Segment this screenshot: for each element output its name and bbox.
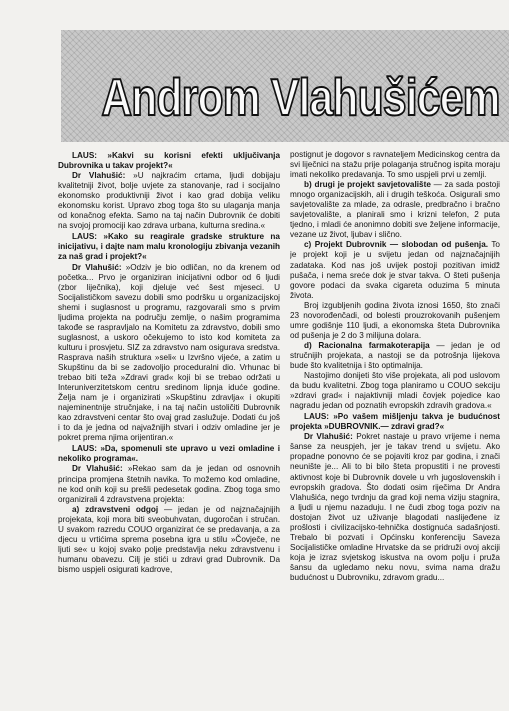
interview-answer <box>290 371 500 411</box>
interview-answer <box>58 464 280 504</box>
paragraph-text: — za sada postoji mnogo organizacijskih, ali i drugih teškoća. Osigurali smo savjetovalište za mlade, za odrasle, predbračno i bračno savjetovalište, a planirali smo i krizni telefon, 2 puta tjedno, i mladi će anonimno dobiti sve željene informacije, vezane uz život, ljubav i slično. <box>290 180 500 240</box>
paragraph-text: postignut je dogovor s ravnateljem Medicinskog centra da svi liječnici na stažu prije polaganja stručnog ispita moraju imati nekoliko predavanja. To smo uspjeli prvi u zemlji. <box>290 150 500 180</box>
interview-question: LAUS: »Kakvi su korisni efekti uključivanja Dubrovnika u takav projekt?« <box>58 151 280 171</box>
speaker-name: Dr Vlahušić: <box>72 464 123 474</box>
speaker-name: Dr Vlahušić: <box>304 432 353 442</box>
project-item <box>58 505 280 575</box>
item-lead: a) zdravstveni odgoj <box>72 504 159 514</box>
paragraph-text: — jedan je od najznačajnijih projekata, koji mora biti sveobuhvatan, dugoročan i stručan. U svakom razredu COUO organizirat će se predavanja, a za djecu u vrtićima sprema posebna igra u stilu »Čovječe, ne ljuti se« u kojoj svako polje predstavlja neku zdravstvenu i humanu obavezu. Cilj je stići u zdravi grad Dubrovnik. Da bismo uspjeli osigurati kadrove, <box>58 504 280 574</box>
interview-question: LAUS: »Da, spomenuli ste upravo u vezi omladine i nekoliko programa«. <box>58 444 280 464</box>
interview-answer <box>290 432 500 583</box>
project-item <box>290 240 500 300</box>
interview-answer <box>58 263 280 444</box>
item-lead: c) Projekt Dubrovnik — slobodan od pušenja. <box>304 240 489 250</box>
headline-banner <box>61 30 509 142</box>
interview-answer <box>58 171 280 231</box>
interview-answer <box>290 301 500 341</box>
paragraph-text: Pokret nastaje u pravo vrijeme i nema šanse za neuspjeh, jer je takav trend u svijetu. Ako propadne ponovno će se pojaviti kroz par godina, i znači neunište je... Ali to bi bilo šteta propustiti i ne provesti aktivnost koje bi Dubrovnik dovele u vrh jugoslovenskih i evropskih gradova. Što dodati osim riječima Dr Andra Vlahušića, nego tvrdnju da grad koji nema viziju stagnira, a ljudi u njemu nazaduju. I ne čudi zbog toga poziv na dostojan život uz uživanje blagodati naslijeđene iz prošlosti i civilizacijsko-tehnička dostignuća sadašnjosti. Trebalo bi pozvati i Općinsku konferenciju Saveza Socijalističke omladine Hrvatske da se pridruži ovoj akciji koja je izraz svjetskog iskustva na ovom polju i pruža šansu da ugledamo neku novu, svima nama dražu budućnost u Dubrovniku, zdravom gradu... <box>290 432 500 582</box>
speaker-name: Dr Vlahušić: <box>72 171 126 181</box>
project-item <box>290 180 500 240</box>
left-text-column <box>58 150 280 707</box>
right-text-column <box>290 150 500 707</box>
paragraph-text: To je projekt koji je u svijetu jedan od najznačajnijih zadataka. Kod nas još uvijek postoji pozitivan imidž pušača, i nema sreće dok je stvar takva. O šteti pušenja govore podaci da svaka cigareta oduzima 5 minuta života. <box>290 240 500 300</box>
paragraph-text: Broj izgubljenih godina života iznosi 1650, što znači 23 novorođenčadi, od bolesti prouzrokovanih pušenjem umre godišnje 110 ljudi, a ekonomska šteta Dubrovnika od pušenja je 2 do 3 milijuna dolara. <box>290 300 500 340</box>
item-lead: d) Racionalna farmakoterapija <box>304 340 430 350</box>
paragraph-text: — jedan je od stručnijih projekata, a nastoji se da potrošnja lijekova bude što kvalitetnija i što optimalnija. <box>290 340 500 370</box>
paragraph-text: Nastojimo donijeti što više projekata, ali pod uslovom da budu kvalitetni. Zbog toga planiramo u COUO sekciju »zdravi grad« i najaktivniji mladi čovjek pojedice kao nagradu jedan od poznatih evropskih zdravih gradova.« <box>290 371 500 411</box>
paragraph-text: »U najkraćim crtama, ljudi dobijaju kvalitetniji život, bolje uvjete za stanovanje, rad i socijalno ekonomsko produktivniji život i kao grad dobija veliku ekonomsku korist. Upravo zbog toga što su ulaganja manja od konačnog efekta. Samo na taj način Dubrovnik će dobiti na svojoj promociji kao zdrava urbana, kulturna sredina.« <box>58 171 280 231</box>
article-headline: Androm Vlahušićem <box>101 69 500 127</box>
project-item <box>290 341 500 371</box>
paragraph-text: »Rekao sam da je jedan od osnovnih principa promjena štetnih navika. To možemo kod omladine, ne kod onih koji su prešli pedesetak godina. Zbog toga smo organizirali 4 zdravstvena projekta: <box>58 464 280 504</box>
item-lead: b) drugi je projekt savjetovalište <box>304 180 431 190</box>
interview-question: LAUS: »Po vašem mišljenju takva je budućnost projekta »DUBROVNIK.— zdravi grad?« <box>290 412 500 432</box>
interview-question: LAUS: »Kako su reagirale gradske strukture na inicijativu, i dajte nam malu kronologiju zbivanja vezanih za naš grad i projekt?« <box>58 232 280 262</box>
paragraph-text: »Odziv je bio odličan, no da krenem od početka... Prvo je organiziran inicijativni odbor od 6 ljudi (zbor liječnika), koji djeluje već šest mjeseci. U Socijalističkom savezu dobili smo podršku u organizacijskoj shemi i suglasnost u programu, razgovarali smo s prvim ljudima projekta na području zemlje, o našim programima takođe se raspravljalo na Komitetu za zdravstvo, dobili smo suglasnost, a uskoro očekujemo to isto kod komiteta za kulturu i prosvjetu. SIZ za zdravstvo nam osigurava sredstva. Rasprava naših struktura »seli« u Izvršno vijeće, a zatim u Skupštinu da bi se zadovoljio proceduralni dio. Vrhunac bi trebao biti teža »Zdravi grad« koji bi se trebao održati u Interuniverzitetskom centru sredinom lipnja iduće godine. Želja nam je i organizirati »Skupštinu zdravlja« i okupiti najeminentnije stručnjake, i na taj način ustoličiti Dubrovnik kao zdravstveni centar što ovaj grad zaslužuje. Dodati ću još i to da je jedna od najvažnijih stvari i odziv omladine jer je pokret prema njima orijentiran.« <box>58 262 280 443</box>
interview-answer <box>290 150 500 180</box>
speaker-name: Dr Vlahušić: <box>72 262 122 272</box>
